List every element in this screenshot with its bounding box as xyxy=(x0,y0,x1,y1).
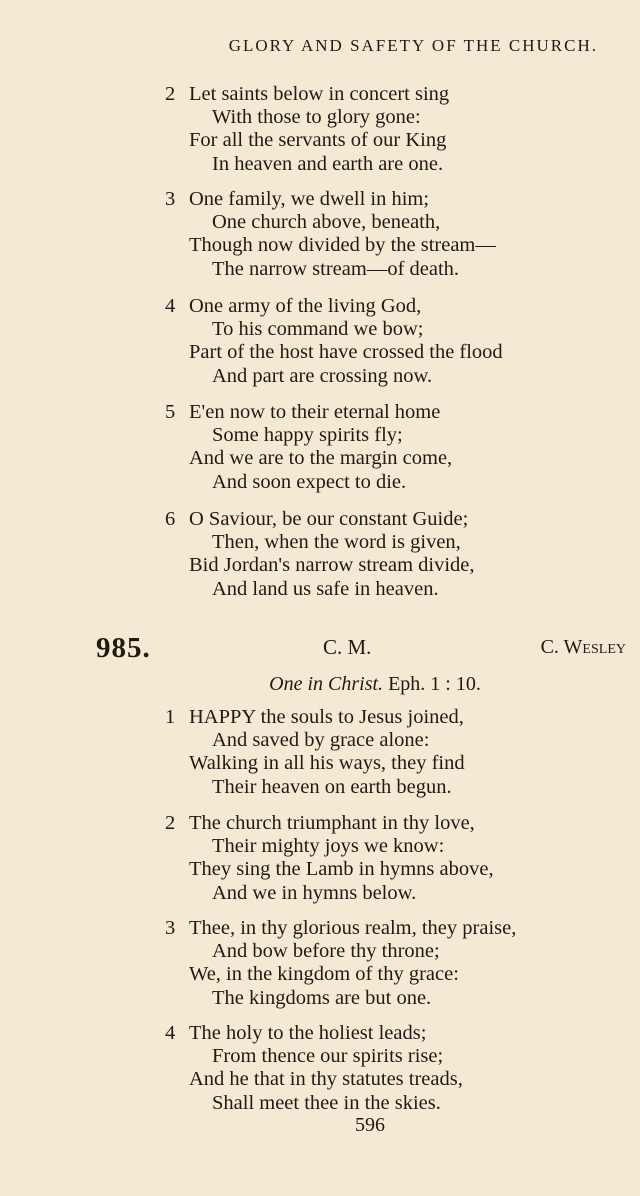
hymn-985-stanza-2 xyxy=(165,812,625,905)
verse-line: Their heaven on earth begun. xyxy=(212,775,452,798)
verse-line: And part are crossing now. xyxy=(212,364,433,387)
verse-line: With those to glory gone: xyxy=(212,106,421,129)
verse-line: We, in the kingdom of thy grace: xyxy=(189,963,459,986)
verse-line: The church triumphant in thy love, xyxy=(189,812,475,834)
verse-line: And bow before thy throne; xyxy=(212,940,440,963)
verse-line: And land us safe in heaven. xyxy=(212,577,439,600)
verse-line: One army of the living God, xyxy=(189,295,422,317)
verse-line: Shall meet thee in the skies. xyxy=(212,1091,441,1114)
hymn-subtitle xyxy=(0,673,640,696)
verse-line: Let saints below in concert sing xyxy=(189,83,450,105)
stanza-number: 5 xyxy=(165,401,176,423)
hymn-number: 985. xyxy=(96,632,151,664)
stanza-5 xyxy=(165,401,625,494)
hymn-header xyxy=(96,632,626,666)
verse-line: Some happy spirits fly; xyxy=(212,424,403,447)
verse-line: Bid Jordan's narrow stream divide, xyxy=(189,554,475,577)
verse-line: The narrow stream—of death. xyxy=(212,257,460,280)
stanza-2 xyxy=(165,83,625,176)
hymn-985-stanza-1 xyxy=(165,706,625,799)
stanza-4 xyxy=(165,295,625,388)
verse-line: In heaven and earth are one. xyxy=(212,152,444,175)
verse-line: Their mighty joys we know: xyxy=(212,835,445,858)
verse-line: For all the servants of our King xyxy=(189,129,447,152)
verse-line: Though now divided by the stream— xyxy=(189,234,496,257)
stanza-6 xyxy=(165,508,625,601)
stanza-3 xyxy=(165,188,625,281)
running-head: GLORY AND SAFETY OF THE CHURCH. xyxy=(228,36,598,55)
page-number: 596 xyxy=(355,1114,385,1136)
hymn-subtitle-title: One in Christ. xyxy=(269,673,384,695)
stanza-number: 4 xyxy=(165,295,176,317)
verse-line: One family, we dwell in him; xyxy=(189,188,430,210)
verse-line: They sing the Lamb in hymns above, xyxy=(189,858,494,881)
hymn-985-stanza-4 xyxy=(165,1022,625,1115)
hymn-meter: C. M. xyxy=(323,635,372,659)
hymn-scripture-reference: Eph. 1 : 10. xyxy=(388,673,481,695)
verse-line: E'en now to their eternal home xyxy=(189,401,441,423)
verse-line: One church above, beneath, xyxy=(212,211,441,234)
stanza-number: 2 xyxy=(165,83,176,105)
stanza-number: 3 xyxy=(165,188,176,210)
verse-line: And soon expect to die. xyxy=(212,470,407,493)
verse-line: And saved by grace alone: xyxy=(212,729,430,752)
verse-line: O Saviour, be our constant Guide; xyxy=(189,508,469,530)
verse-line: From thence our spirits rise; xyxy=(212,1045,444,1068)
verse-line: And we in hymns below. xyxy=(212,881,417,904)
verse-line: The holy to the holiest leads; xyxy=(189,1022,427,1044)
stanza-number: 4 xyxy=(165,1022,176,1044)
verse-line: HAPPY the souls to Jesus joined, xyxy=(189,706,464,728)
verse-line: Walking in all his ways, they find xyxy=(189,752,465,775)
stanza-number: 6 xyxy=(165,508,176,530)
hymn-985-stanza-3 xyxy=(165,917,625,1010)
verse-line: Then, when the word is given, xyxy=(212,531,461,554)
verse-line: To his command we bow; xyxy=(212,318,424,341)
verse-line: And he that in thy statutes treads, xyxy=(189,1068,463,1091)
hymn-author: C. Wesley xyxy=(540,636,626,658)
verse-line: Thee, in thy glorious realm, they praise, xyxy=(189,917,517,939)
stanza-number: 2 xyxy=(165,812,176,834)
verse-line: Part of the host have crossed the flood xyxy=(189,341,503,364)
verse-line: The kingdoms are but one. xyxy=(212,986,432,1009)
verse-line: And we are to the margin come, xyxy=(189,447,453,470)
stanza-number: 1 xyxy=(165,706,176,728)
stanza-number: 3 xyxy=(165,917,176,939)
